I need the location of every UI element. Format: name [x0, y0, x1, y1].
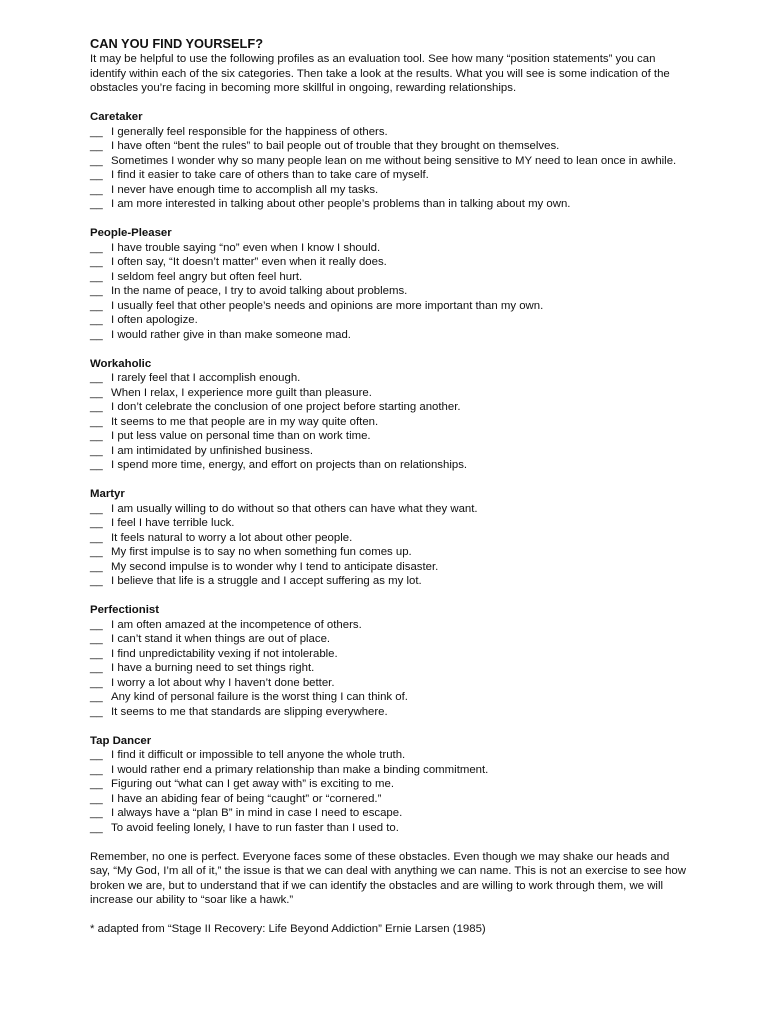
- answer-blank[interactable]: __: [90, 763, 103, 776]
- profile-section: [90, 487, 690, 589]
- answer-blank[interactable]: __: [90, 618, 103, 631]
- statement-text: My first impulse is to say no when something fun comes up.: [111, 546, 412, 558]
- statement-item: [90, 502, 690, 517]
- statement-list: [90, 502, 690, 589]
- answer-blank[interactable]: __: [90, 749, 103, 761]
- answer-blank[interactable]: __: [90, 198, 103, 210]
- answer-blank[interactable]: __: [90, 517, 103, 529]
- profile-section: [90, 110, 690, 212]
- statement-text: I always have a “plan B” in mind in case I need to escape.: [111, 807, 403, 819]
- statement-item: [90, 705, 690, 720]
- statement-text: I have an abiding fear of being “caught” or “cornered.”: [111, 792, 382, 805]
- section-title: Workaholic: [90, 357, 152, 370]
- statement-text: I never have enough time to accomplish all my tasks.: [111, 183, 379, 196]
- statement-item: [90, 415, 690, 430]
- statement-item: [90, 154, 690, 169]
- statement-text: I seldom feel angry but often feel hurt.: [111, 270, 303, 283]
- statement-item: [90, 255, 690, 270]
- statement-text: Figuring out “what can I get away with” is exciting to me.: [111, 778, 394, 790]
- section-title: Tap Dancer: [90, 734, 152, 747]
- statement-text: I find it difficult or impossible to tell anyone the whole truth.: [111, 749, 406, 761]
- answer-blank[interactable]: __: [90, 531, 103, 544]
- answer-blank[interactable]: __: [90, 676, 103, 689]
- citation: * adapted from “Stage II Recovery: Life Beyond Addiction” Ernie Larsen (1985): [90, 923, 486, 935]
- statement-item: [90, 545, 690, 560]
- section-title: Caretaker: [90, 111, 143, 123]
- answer-blank[interactable]: __: [90, 386, 103, 399]
- statement-list: [90, 371, 690, 473]
- answer-blank[interactable]: __: [90, 546, 103, 558]
- statement-text: I worry a lot about why I haven’t done better.: [111, 676, 335, 689]
- answer-blank[interactable]: __: [90, 560, 103, 573]
- statement-item: [90, 676, 690, 691]
- statement-text: I am more interested in talking about other people’s problems than in talking about my own.: [111, 198, 571, 210]
- answer-blank[interactable]: __: [90, 314, 103, 326]
- statement-item: [90, 313, 690, 328]
- statement-item: [90, 328, 690, 343]
- answer-blank[interactable]: __: [90, 647, 103, 660]
- statement-item: [90, 386, 690, 401]
- statement-text: When I relax, I experience more guilt than pleasure.: [111, 386, 372, 399]
- statement-item: [90, 806, 690, 821]
- answer-blank[interactable]: __: [90, 705, 103, 718]
- intro-paragraph: It may be helpful to use the following profiles as an evaluation tool. See how many “position statements” you can identify within each of the six categories. Then take a look at the results. What you will see is some indication of the obstacles you’re facing in becoming more skillful in ongoing, rewarding relationships.: [90, 53, 670, 94]
- statement-list: [90, 748, 690, 835]
- statement-text: Sometimes I wonder why so many people lean on me without being sensitive to MY need to lean once in awhile.: [111, 154, 677, 167]
- statement-text: My second impulse is to wonder why I tend to anticipate disaster.: [111, 560, 439, 573]
- answer-blank[interactable]: __: [90, 140, 103, 152]
- statement-text: I am intimidated by unfinished business.: [111, 444, 313, 457]
- statement-item: [90, 574, 690, 589]
- profile-section: [90, 603, 690, 719]
- statement-item: [90, 777, 690, 792]
- answer-blank[interactable]: __: [90, 430, 103, 442]
- statement-list: [90, 241, 690, 343]
- statement-text: I would rather end a primary relationship than make a binding commitment.: [111, 763, 489, 776]
- statement-text: I would rather give in than make someone mad.: [111, 328, 351, 341]
- answer-blank[interactable]: __: [90, 444, 103, 457]
- statement-item: [90, 197, 690, 212]
- statement-item: [90, 371, 690, 386]
- answer-blank[interactable]: __: [90, 792, 103, 805]
- answer-blank[interactable]: __: [90, 169, 103, 181]
- statement-item: [90, 748, 690, 763]
- statement-item: [90, 531, 690, 546]
- answer-blank[interactable]: __: [90, 328, 103, 341]
- statement-item: [90, 632, 690, 647]
- page-title: CAN YOU FIND YOURSELF?: [90, 36, 264, 51]
- statement-text: I put less value on personal time than on work time.: [111, 430, 371, 442]
- answer-blank[interactable]: __: [90, 256, 103, 268]
- statement-text: I often say, “It doesn’t matter” even when it really does.: [111, 256, 387, 268]
- statement-item: [90, 647, 690, 662]
- answer-blank[interactable]: __: [90, 183, 103, 196]
- profile-sections: [90, 110, 690, 835]
- statement-item: [90, 792, 690, 807]
- answer-blank[interactable]: __: [90, 125, 103, 138]
- statement-text: I find it easier to take care of others than to take care of myself.: [111, 169, 429, 181]
- statement-item: [90, 618, 690, 633]
- statement-text: I often apologize.: [111, 314, 198, 326]
- answer-blank[interactable]: __: [90, 575, 103, 587]
- statement-text: I have a burning need to set things right.: [111, 662, 315, 674]
- statement-text: In the name of peace, I try to avoid talking about problems.: [111, 285, 408, 297]
- statement-item: [90, 560, 690, 575]
- statement-item: [90, 139, 690, 154]
- statement-item: [90, 241, 690, 256]
- answer-blank[interactable]: __: [90, 415, 103, 428]
- statement-item: [90, 763, 690, 778]
- statement-item: [90, 183, 690, 198]
- answer-blank[interactable]: __: [90, 459, 103, 471]
- statement-text: To avoid feeling lonely, I have to run faster than I used to.: [111, 821, 399, 834]
- statement-item: [90, 429, 690, 444]
- statement-list: [90, 125, 690, 212]
- statement-text: I spend more time, energy, and effort on projects than on relationships.: [111, 459, 468, 471]
- statement-text: Any kind of personal failure is the worst thing I can think of.: [111, 691, 408, 703]
- answer-blank[interactable]: __: [90, 285, 103, 297]
- section-title: People-Pleaser: [90, 227, 172, 239]
- statement-text: I generally feel responsible for the happiness of others.: [111, 125, 388, 138]
- statement-text: It seems to me that people are in my way quite often.: [111, 415, 379, 428]
- profile-section: [90, 357, 690, 473]
- statement-text: I rarely feel that I accomplish enough.: [111, 372, 301, 384]
- statement-text: I find unpredictability vexing if not intolerable.: [111, 647, 338, 660]
- answer-blank[interactable]: __: [90, 662, 103, 674]
- section-title: Martyr: [90, 488, 125, 500]
- statement-text: I have often “bent the rules” to bail people out of trouble that they brought on themselves.: [111, 140, 560, 152]
- statement-item: [90, 400, 690, 415]
- statement-text: I feel I have terrible luck.: [111, 517, 235, 529]
- statement-item: [90, 821, 690, 836]
- statement-text: I have trouble saying “no” even when I know I should.: [111, 241, 381, 254]
- statement-item: [90, 690, 690, 705]
- statement-item: [90, 516, 690, 531]
- profile-section: [90, 734, 690, 836]
- statement-list: [90, 618, 690, 720]
- answer-blank[interactable]: __: [90, 633, 103, 645]
- statement-text: I usually feel that other people’s needs and opinions are more important than my own.: [111, 299, 544, 312]
- statement-item: [90, 168, 690, 183]
- statement-item: [90, 125, 690, 140]
- answer-blank[interactable]: __: [90, 778, 103, 790]
- answer-blank[interactable]: __: [90, 821, 103, 834]
- answer-blank[interactable]: __: [90, 270, 103, 283]
- statement-text: I am usually willing to do without so that others can have what they want.: [111, 502, 478, 515]
- statement-text: It seems to me that standards are slipping everywhere.: [111, 705, 388, 718]
- answer-blank[interactable]: __: [90, 241, 103, 254]
- answer-blank[interactable]: __: [90, 401, 103, 413]
- statement-item: [90, 299, 690, 314]
- profile-section: [90, 226, 690, 342]
- statement-text: I can’t stand it when things are out of place.: [111, 633, 331, 645]
- statement-text: I am often amazed at the incompetence of others.: [111, 618, 362, 631]
- statement-item: [90, 284, 690, 299]
- document-page: [90, 36, 690, 937]
- answer-blank[interactable]: __: [90, 299, 103, 312]
- section-title: Perfectionist: [90, 604, 159, 616]
- closing-paragraph: Remember, no one is perfect. Everyone faces some of these obstacles. Even though we may shake our heads and say, “My God, I’m all of it,” the issue is that we can deal with anything we can name. This is not an exercise to see how broken we are, but to understand that if we can identify the obstacles and are willing to work through them, we will increase our ability to “soar like a hawk.”: [90, 850, 686, 906]
- answer-blank[interactable]: __: [90, 502, 103, 515]
- answer-blank[interactable]: __: [90, 372, 103, 384]
- statement-item: [90, 444, 690, 459]
- statement-item: [90, 270, 690, 285]
- answer-blank[interactable]: __: [90, 154, 103, 167]
- statement-text: I believe that life is a struggle and I accept suffering as my lot.: [111, 575, 422, 587]
- answer-blank[interactable]: __: [90, 807, 103, 819]
- statement-item: [90, 661, 690, 676]
- statement-text: It feels natural to worry a lot about other people.: [111, 531, 353, 544]
- statement-text: I don’t celebrate the conclusion of one project before starting another.: [111, 401, 461, 413]
- statement-item: [90, 458, 690, 473]
- answer-blank[interactable]: __: [90, 691, 103, 703]
